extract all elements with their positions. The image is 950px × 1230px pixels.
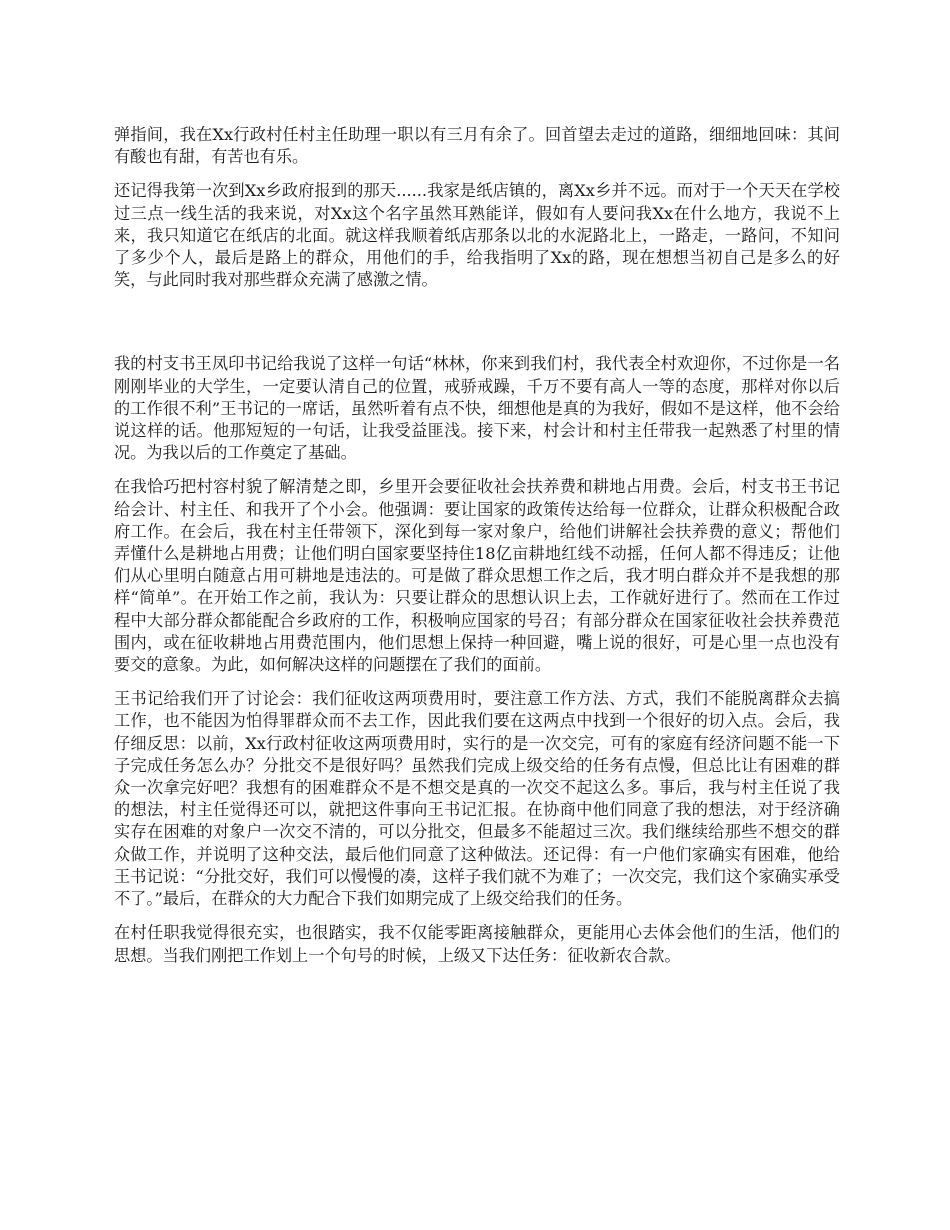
paragraph-fee-collection: 在我恰巧把村容村貌了解清楚之即，乡里开会要征收社会扶养费和耕地占用费。会后，村支书王书记给会计、村主任、和我开了个小会。他强调：要让国家的政策传达给每一位群众，让群众积极配合政府工作。在会后，我在村主任带领下，深化到每一家对象户，给他们讲解社会扶养费的意义；帮他们弄懂什么是耕地占用费；让他们明白国家要坚持住18亿亩耕地红线不动摇，任何人都不得违反；让他们从心里明白随意占用可耕地是违法的。可是做了群众思想工作之后，我才明白群众并不是我想的那样“简单”。在开始工作之前，我认为：只要让群众的思想认识上去，工作就好进行了。然而在工作过程中大部分群众都能配合乡政府的工作，积极响应国家的号召；有部分群众在国家征收社会扶养费范围内，或在征收耕地占用费范围内，他们思想上保持一种回避，嘴上说的很好，可是心里一点也没有要交的意象。为此，如何解决这样的问题摆在了我们的面前。 bbox=[114, 477, 840, 675]
paragraph-closing: 在村任职我觉得很充实，也很踏实，我不仅能零距离接触群众，更能用心去体会他们的生活，他们的思想。当我们刚把工作划上一个句号的时候，上级又下达任务：征收新农合款。 bbox=[114, 923, 840, 965]
section-gap bbox=[114, 303, 840, 353]
paragraph-first-arrival: 还记得我第一次到Xx乡政府报到的那天......我家是纸店镇的，离Xx乡并不远。而对于一个天天在学校过三点一线生活的我来说，对Xx这个名字虽然耳熟能详，假如有人要问我Xx在什么地方，我说不上来，我只知道它在纸店的北面。就这样我顺着纸店那条以北的水泥路北上，一路走，一路问，不知问了多少个人，最后是路上的群众，用他们的手，给我指明了Xx的路，现在想想当初自己是多么的好笑，与此同时我对那些群众充满了感激之情。 bbox=[114, 181, 840, 290]
paragraph-secretary-advice: 我的村支书王凤印书记给我说了这样一句话“林林，你来到我们村，我代表全村欢迎你，不过你是一名刚刚毕业的大学生，一定要认清自己的位置，戒骄戒躁，千万不要有高人一等的态度，那样对你以后的工作很不利”王书记的一席话，虽然听着有点不快，细想他是真的为我好，假如不是这样，他不会给说这样的话。他那短短的一句话，让我受益匪浅。接下来，村会计和村主任带我一起熟悉了村里的情况。为我以后的工作奠定了基础。 bbox=[114, 354, 840, 463]
paragraph-opening: 弹指间，我在Xx行政村任村主任助理一职以有三月有余了。回首望去走过的道路，细细地回味：其间有酸也有甜，有苦也有乐。 bbox=[114, 125, 840, 167]
document-page bbox=[114, 124, 840, 979]
paragraph-discussion-meeting: 王书记给我们开了讨论会：我们征收这两项费用时，要注意工作方法、方式，我们不能脱离群众去搞工作，也不能因为怕得罪群众而不去工作，因此我们要在这两点中找到一个很好的切入点。会后，我仔细反思：以前，Xx行政村征收这两项费用时，实行的是一次交完，可有的家庭有经济问题不能一下子完成任务怎么办？分批交不是很好吗？虽然我们完成上级交给的任务有点慢，但总比让有困难的群众一次拿完好吧？我想有的困难群众不是不想交是真的一次交不起这么多。事后，我与村主任说了我的想法，村主任觉得还可以，就把这件事向王书记汇报。在协商中他们同意了我的想法，对于经济确实存在困难的对象户一次交不清的，可以分批交，但最多不能超过三次。我们继续给那些不想交的群众做工作，并说明了这种交法，最后他们同意了这种做法。还记得：有一户他们家确实有困难，他给王书记说：“分批交好，我们可以慢慢的凑，这样子我们就不为难了；一次交完，我们这个家确实承受不了。”最后，在群众的大力配合下我们如期完成了上级交给我们的任务。 bbox=[114, 689, 840, 909]
